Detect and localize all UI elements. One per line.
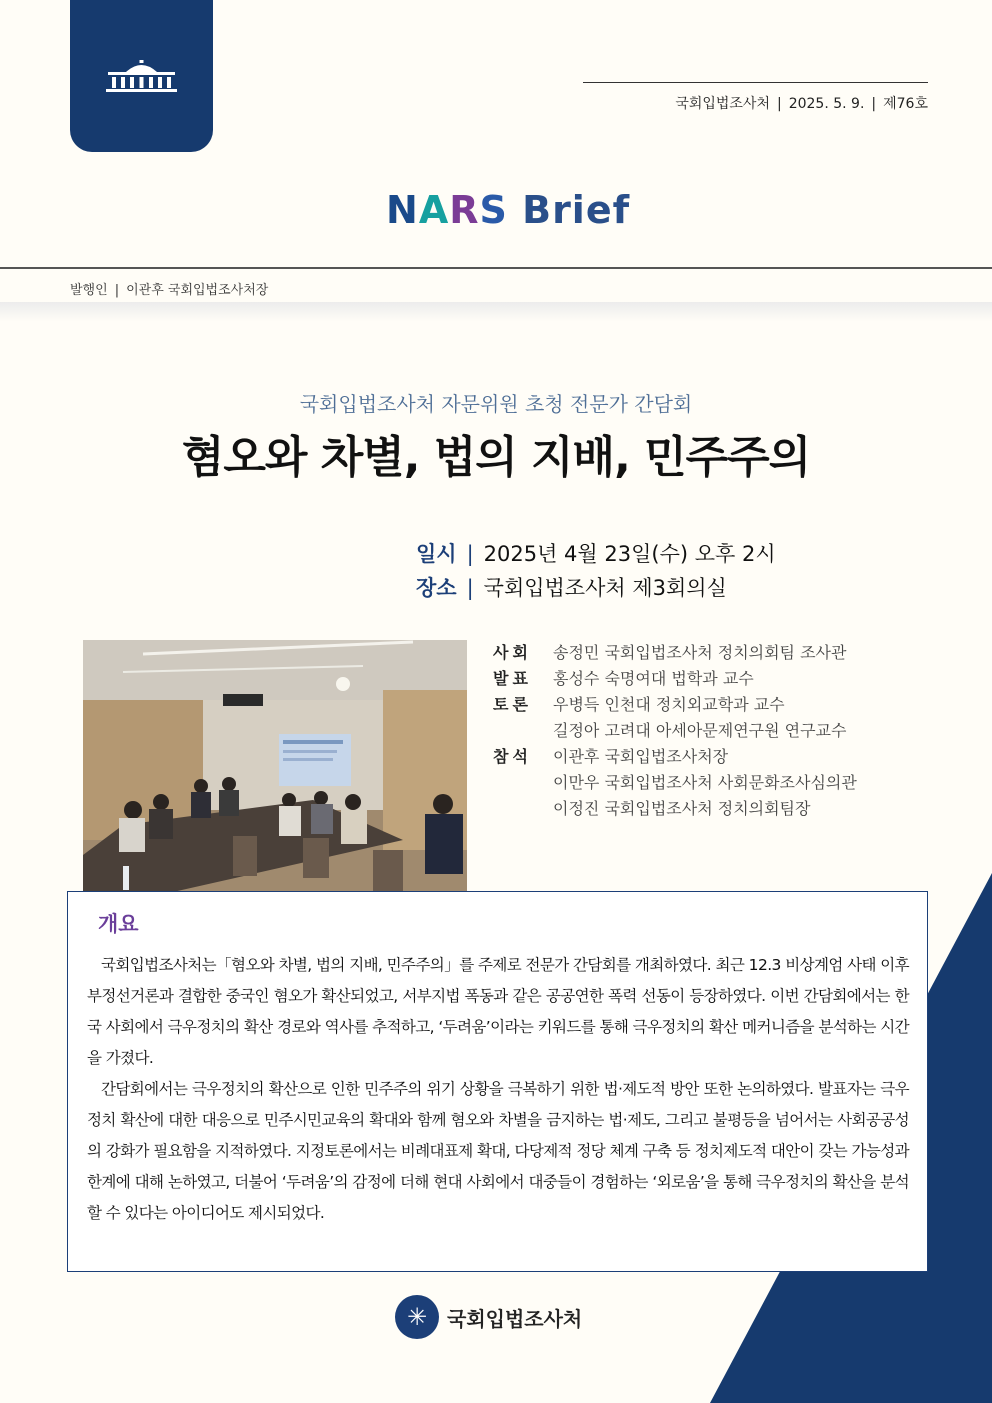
place-label: 장소 bbox=[416, 576, 457, 600]
participant-role: 토론 bbox=[493, 695, 532, 714]
participant-name: 송정민 국회입법조사처 정치의회팀 조사관 bbox=[553, 643, 847, 662]
top-rule bbox=[583, 82, 928, 83]
issue-meta bbox=[675, 93, 928, 113]
participant-list bbox=[493, 640, 933, 822]
participant-name: 이관후 국회입법조사처장 bbox=[553, 747, 729, 766]
summary-paragraph: 간담회에서는 극우정치의 확산으로 인한 민주주의 위기 상황을 극복하기 위한 법·제도적 방안 또한 논의하였다. 발표자는 극우정치 확산에 대한 대응으로 민주시민교육의 확대와 함께 혐오와 차별을 금지하는 법·제도, 그리고 불평등을 넘어서는 사회공공성의 강화가 필요함을 지적하였다. 지정토론에서는 비례대표제 확대, 다당제적 정당 체계 구축 등 정치제도적 대안이 갖는 가능성과 한계에 대해 논하였고, 더불어 ‘두려움’의 감정에 더해 현대 사회에서 대중들이 경험하는 ‘외로움’을 통해 극우정치의 확산을 분석할 수 있다는 아이디어도 제시되었다. bbox=[87, 1080, 909, 1222]
issue-number: 제76호 bbox=[883, 96, 928, 112]
date-label: 일시 bbox=[416, 542, 457, 566]
participant-role bbox=[493, 770, 553, 796]
page-title: 혐오와 차별, 법의 지배, 민주주의 bbox=[181, 432, 811, 483]
summary-box bbox=[67, 891, 928, 1272]
separator: | bbox=[466, 576, 474, 600]
participant-row bbox=[493, 666, 933, 692]
participant-row bbox=[493, 796, 933, 822]
participant-name: 이만우 국회입법조사처 사회문화조사심의관 bbox=[553, 773, 857, 792]
participant-row bbox=[493, 770, 933, 796]
separator: | bbox=[776, 96, 782, 112]
separator: | bbox=[871, 96, 877, 112]
participant-name: 길정아 고려대 아세아문제연구원 연구교수 bbox=[553, 721, 847, 740]
participant-name: 우병득 인천대 정치외교학과 교수 bbox=[553, 695, 785, 714]
participant-row bbox=[493, 718, 933, 744]
footer-logo bbox=[395, 1290, 582, 1344]
publisher-name: 이관후 국회입법조사처장 bbox=[126, 283, 269, 298]
participant-row bbox=[493, 692, 933, 718]
meeting-photo bbox=[83, 640, 467, 892]
participant-row bbox=[493, 640, 933, 666]
event-place-line bbox=[416, 572, 727, 602]
nars-brief-logo: NARS Brief bbox=[386, 188, 631, 232]
participant-name: 이정진 국회입법조사처 정치의회팀장 bbox=[553, 799, 811, 818]
summary-paragraph: 국회입법조사처는「혐오와 차별, 법의 지배, 민주주의」를 주제로 전문가 간담회를 개최하였다. 최근 12.3 비상계엄 사태 이후 부정선거론과 결합한 중국인 혐오가 확산되었고, 서부지법 폭동과 같은 공공연한 폭력 선동이 등장하였다. 이번 간담회에서는 한국 사회에서 극우정치의 확산 경로와 역사를 추적하고, ‘두려움’이라는 키워드를 통해 극우정치의 확산 메커니즘을 분석하는 시간을 가졌다. bbox=[87, 956, 909, 1067]
participant-role: 사회 bbox=[493, 643, 532, 662]
place-value: 국회입법조사처 제3회의실 bbox=[483, 576, 727, 600]
event-date-line bbox=[416, 538, 776, 568]
header-rule bbox=[0, 267, 992, 269]
participant-role bbox=[493, 718, 553, 744]
summary-body bbox=[87, 950, 909, 1229]
assembly-logo-tab bbox=[70, 0, 213, 152]
participant-name: 홍성수 숙명여대 법학과 교수 bbox=[553, 669, 754, 688]
event-subtitle: 국회입법조사처 자문위원 초청 전문가 간담회 bbox=[299, 392, 693, 416]
issue-date: 2025. 5. 9. bbox=[788, 96, 865, 112]
participant-role: 참석 bbox=[493, 747, 532, 766]
footer-org-name: 국회입법조사처 bbox=[447, 1306, 583, 1331]
publisher-line bbox=[70, 279, 268, 298]
summary-heading: 개요 bbox=[98, 912, 139, 936]
date-value: 2025년 4월 23일(수) 오후 2시 bbox=[483, 542, 776, 566]
assembly-emblem-icon: ✳ bbox=[395, 1295, 439, 1339]
header-shadow-band bbox=[0, 302, 992, 322]
publisher-label: 발행인 bbox=[70, 283, 108, 298]
issuer-org: 국회입법조사처 bbox=[675, 96, 770, 112]
participant-row bbox=[493, 744, 933, 770]
separator: | bbox=[114, 283, 120, 298]
separator: | bbox=[466, 542, 474, 566]
participant-role: 발표 bbox=[493, 669, 532, 688]
participant-role bbox=[493, 796, 553, 822]
national-assembly-icon bbox=[104, 60, 179, 92]
